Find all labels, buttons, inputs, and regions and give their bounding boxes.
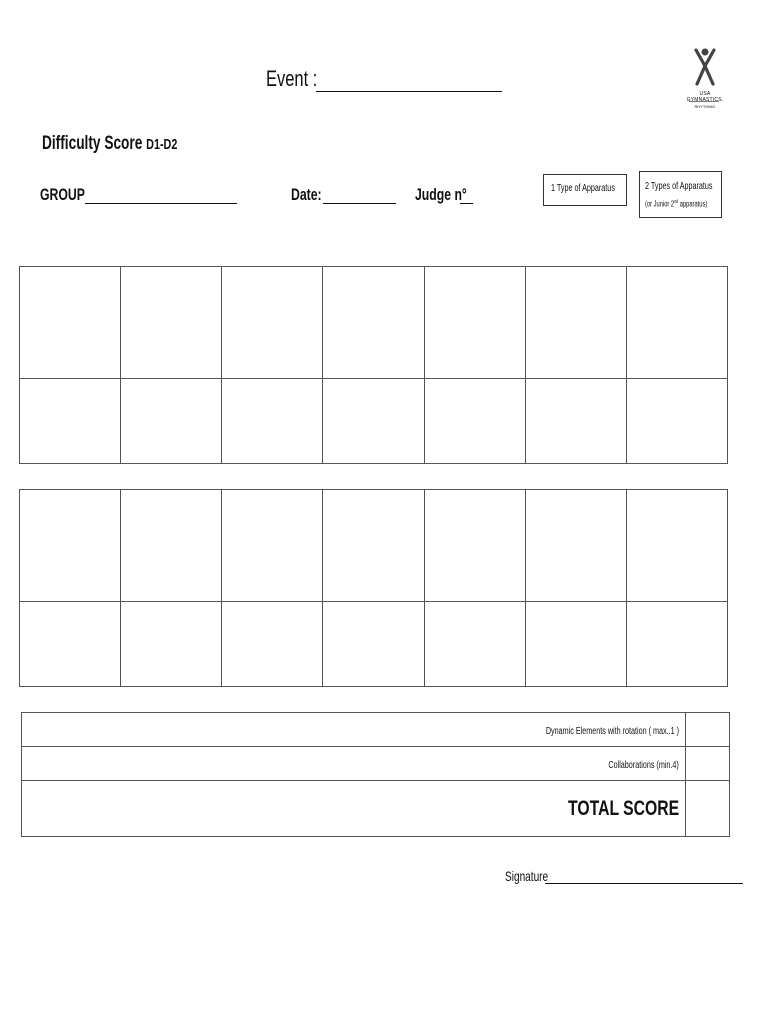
usa-gymnastics-logo xyxy=(683,46,727,118)
signature-input-line[interactable] xyxy=(545,883,743,884)
grid-cell[interactable] xyxy=(121,602,222,687)
dynamic-elements-row xyxy=(22,713,730,747)
dynamic-elements-label-cell xyxy=(22,713,686,747)
collaborations-value[interactable] xyxy=(686,747,730,781)
collaborations-label: Collaborations (min.4) xyxy=(608,759,679,771)
grid-cell[interactable] xyxy=(323,490,424,602)
grid-cell[interactable] xyxy=(323,267,424,379)
grid-cell[interactable] xyxy=(626,490,727,602)
title-main: Difficulty Score xyxy=(42,133,143,154)
collaborations-row xyxy=(22,747,730,781)
two-apparatus-note: (or Junior 2nd apparatus) xyxy=(645,199,708,209)
grid-cell[interactable] xyxy=(626,379,727,464)
grid-cell[interactable] xyxy=(525,490,626,602)
table-row xyxy=(20,379,728,464)
title-code: D1-D2 xyxy=(146,136,178,153)
event-input-line[interactable] xyxy=(316,91,502,92)
dynamic-elements-label: Dynamic Elements with rotation ( max..1 ) xyxy=(545,725,679,737)
grid-cell[interactable] xyxy=(424,490,525,602)
date-field xyxy=(291,185,334,205)
grid-cell[interactable] xyxy=(424,379,525,464)
total-score-value[interactable] xyxy=(686,781,730,837)
grid-cell[interactable] xyxy=(424,602,525,687)
grid-cell[interactable] xyxy=(626,267,727,379)
table-row xyxy=(20,267,728,379)
grid-cell[interactable] xyxy=(323,379,424,464)
grid-cell[interactable] xyxy=(626,602,727,687)
total-score-row xyxy=(22,781,730,837)
collaborations-label-cell xyxy=(22,747,686,781)
one-apparatus-box[interactable] xyxy=(543,174,627,206)
grid-cell[interactable] xyxy=(20,602,121,687)
grid-cell[interactable] xyxy=(20,379,121,464)
grid-cell[interactable] xyxy=(121,267,222,379)
grid-cell[interactable] xyxy=(323,602,424,687)
logo-subtext: RHYTHMIC xyxy=(694,104,716,109)
judge-label: Judge n° xyxy=(415,185,467,204)
grid-cell[interactable] xyxy=(525,379,626,464)
table-row xyxy=(20,490,728,602)
event-label: Event : xyxy=(266,66,318,91)
signature-field xyxy=(505,868,565,884)
grid-cell[interactable] xyxy=(424,267,525,379)
total-score-label: TOTAL SCORE xyxy=(567,796,679,820)
difficulty-grid-2 xyxy=(19,489,728,687)
event-field xyxy=(266,66,334,92)
group-label: GROUP xyxy=(40,185,85,204)
date-input-line[interactable] xyxy=(323,203,396,204)
one-apparatus-label: 1 Type of Apparatus xyxy=(551,183,615,194)
grid-cell[interactable] xyxy=(20,490,121,602)
gymnast-figure-icon xyxy=(683,46,727,90)
grid-cell[interactable] xyxy=(525,602,626,687)
judge-field xyxy=(415,185,487,205)
grid-cell[interactable] xyxy=(222,602,323,687)
total-score-label-cell xyxy=(22,781,686,837)
logo-text: USA GYMNASTICS. xyxy=(686,91,724,103)
two-apparatus-label: 2 Types of Apparatus xyxy=(645,181,713,192)
judge-input-line[interactable] xyxy=(460,203,473,204)
grid-cell[interactable] xyxy=(20,267,121,379)
page-title xyxy=(42,133,230,155)
grid-cell[interactable] xyxy=(222,379,323,464)
group-field xyxy=(40,185,102,205)
two-apparatus-box[interactable] xyxy=(639,171,722,218)
grid-cell[interactable] xyxy=(525,267,626,379)
dynamic-elements-value[interactable] xyxy=(686,713,730,747)
grid-cell[interactable] xyxy=(121,379,222,464)
signature-label: Signature xyxy=(505,868,549,884)
grid-cell[interactable] xyxy=(121,490,222,602)
date-label: Date: xyxy=(291,185,322,204)
difficulty-grid-1 xyxy=(19,266,728,464)
grid-cell[interactable] xyxy=(222,267,323,379)
logo-divider xyxy=(689,101,719,102)
table-row xyxy=(20,602,728,687)
summary-table xyxy=(21,712,730,837)
grid-cell[interactable] xyxy=(222,490,323,602)
group-input-line[interactable] xyxy=(85,203,237,204)
